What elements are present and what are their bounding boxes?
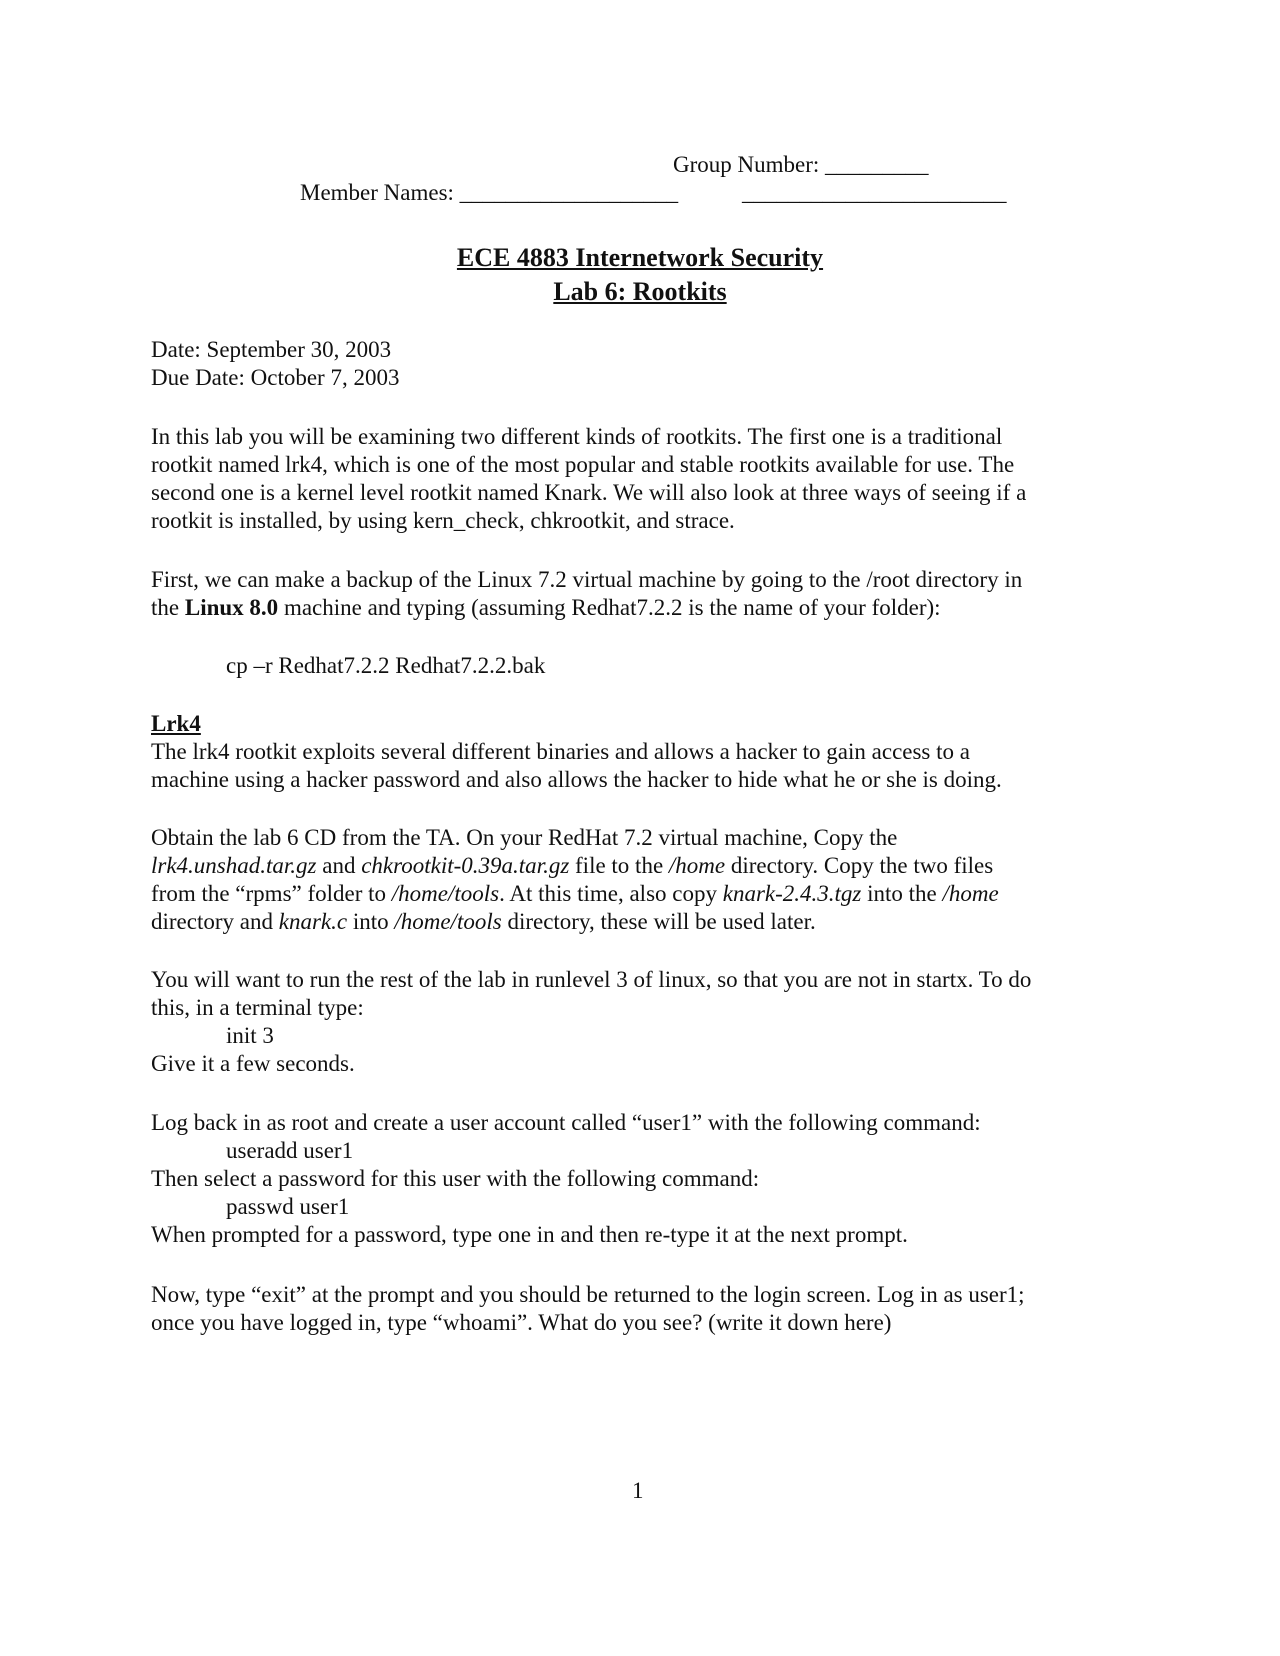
init-command: init 3 — [226, 1023, 274, 1048]
backup-line — [151, 594, 1131, 622]
runlevel-line: this, in a terminal type: — [151, 995, 364, 1020]
runlevel-paragraph — [151, 966, 1131, 1078]
exit-line: once you have logged in, type “whoami”. What do you see? (write it down here) — [151, 1310, 892, 1335]
text: from the “rpms” folder to — [151, 881, 392, 906]
intro-line: In this lab you will be examining two different kinds of rootkits. The first one is a traditional — [151, 424, 1003, 449]
text: directory, these will be used later. — [501, 909, 816, 934]
lrk4-section — [151, 710, 1131, 794]
backup-command: cp –r Redhat7.2.2 Redhat7.2.2.bak — [226, 653, 546, 678]
intro-paragraph — [151, 423, 1131, 535]
intro-line: second one is a kernel level rootkit named Knark. We will also look at three ways of seeing if a — [151, 480, 1027, 505]
text: machine and typing (assuming Redhat7.2.2 is the name of your folder): — [278, 595, 941, 620]
text: directory and — [151, 909, 279, 934]
lrk4-line: machine using a hacker password and also allows the hacker to hide what he or she is doing. — [151, 767, 1002, 792]
member-names-field-2: _______________________ — [742, 180, 1007, 205]
user-line: Log back in as root and create a user account called “user1” with the following command: — [151, 1110, 981, 1135]
page-number: 1 — [632, 1478, 644, 1503]
filename: lrk4.unshad.tar.gz — [151, 853, 317, 878]
exit-line: Now, type “exit” at the prompt and you should be returned to the login screen. Log in as user1; — [151, 1282, 1025, 1307]
obtain-line — [151, 880, 1131, 908]
text: directory. Copy the two files — [725, 853, 994, 878]
obtain-line — [151, 908, 1131, 936]
due-date-line: Due Date: October 7, 2003 — [151, 365, 400, 390]
user-line: When prompted for a password, type one in and then re-type it at the next prompt. — [151, 1222, 908, 1247]
text: file to the — [569, 853, 669, 878]
member-names-field: Member Names: ___________________ — [300, 180, 679, 205]
user-paragraph — [151, 1109, 1131, 1249]
intro-line: rootkit is installed, by using kern_check, chkrootkit, and strace. — [151, 508, 735, 533]
filename: /home — [942, 881, 999, 906]
runlevel-line: Give it a few seconds. — [151, 1051, 355, 1076]
text: . At this time, also copy — [499, 881, 723, 906]
useradd-command: useradd user1 — [226, 1138, 354, 1163]
text: the — [151, 595, 185, 620]
runlevel-line: You will want to run the rest of the lab in runlevel 3 of linux, so that you are not in startx. To do — [151, 967, 1032, 992]
exit-paragraph — [151, 1281, 1131, 1337]
date-line: Date: September 30, 2003 — [151, 337, 392, 362]
intro-line: rootkit named lrk4, which is one of the most popular and stable rootkits available for use. The — [151, 452, 1015, 477]
filename: /home — [668, 853, 726, 878]
obtain-line: Obtain the lab 6 CD from the TA. On your RedHat 7.2 virtual machine, Copy the — [151, 825, 898, 850]
obtain-line — [151, 852, 1131, 880]
filename: knark.c — [278, 909, 348, 934]
filename: /home/tools — [394, 909, 502, 934]
obtain-paragraph — [151, 824, 1131, 936]
backup-line: First, we can make a backup of the Linux 7.2 virtual machine by going to the /root directory in — [151, 567, 1023, 592]
lab-title: Lab 6: Rootkits — [553, 277, 727, 306]
filename: knark-2.4.3.tgz — [722, 881, 862, 906]
text: into the — [861, 881, 943, 906]
user-line: Then select a password for this user with the following command: — [151, 1166, 760, 1191]
text: and — [316, 853, 362, 878]
filename: chkrootkit-0.39a.tar.gz — [361, 853, 570, 878]
text: into — [347, 909, 395, 934]
dates-section — [151, 336, 1131, 392]
filename: /home/tools — [391, 881, 500, 906]
lrk4-line: The lrk4 rootkit exploits several different binaries and allows a hacker to gain access to a — [151, 739, 970, 764]
course-title: ECE 4883 Internetwork Security — [456, 243, 824, 272]
group-number-field: Group Number: _________ — [673, 152, 929, 177]
lrk4-heading: Lrk4 — [151, 711, 201, 736]
linux-version-bold: Linux 8.0 — [184, 595, 279, 620]
passwd-command: passwd user1 — [226, 1194, 350, 1219]
backup-paragraph — [151, 566, 1131, 622]
